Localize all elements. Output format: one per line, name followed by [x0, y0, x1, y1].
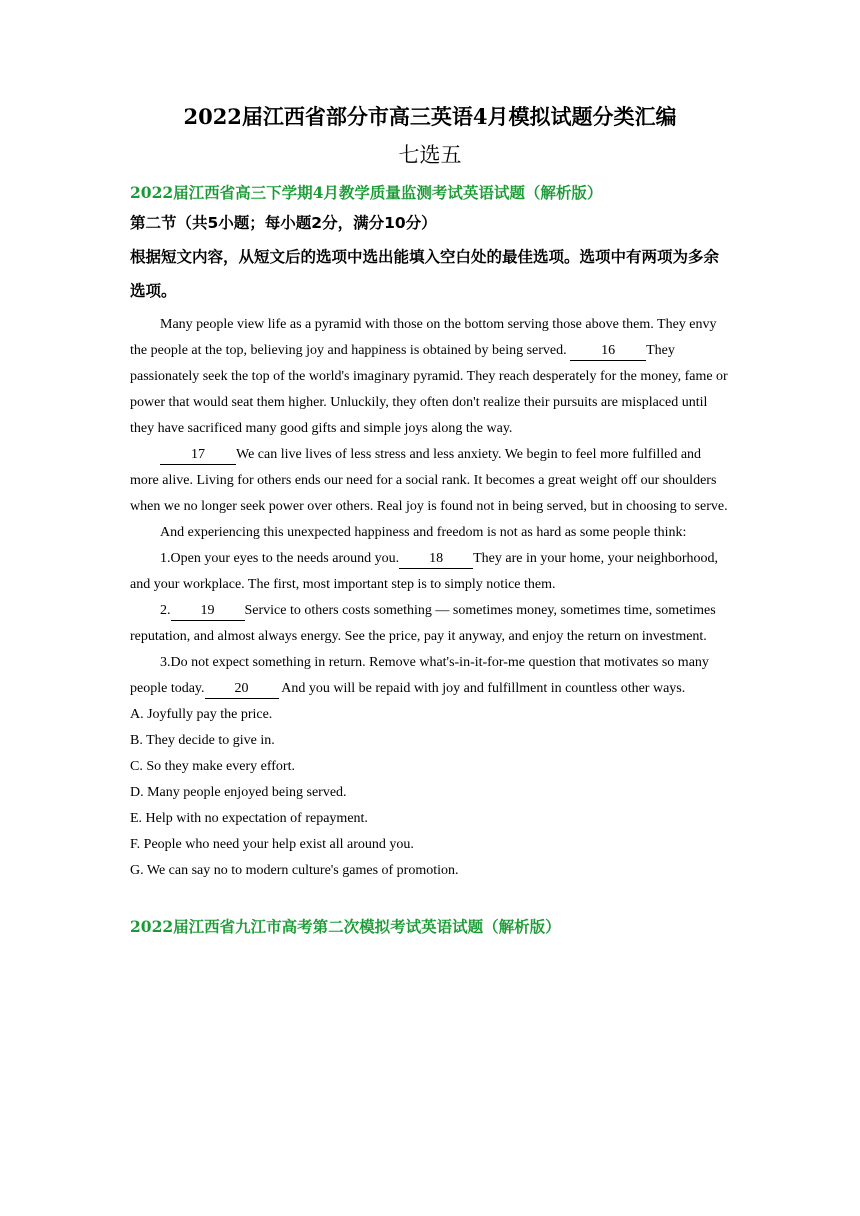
- passage-text: And experiencing this unexpected happiness and freedom is not as hard as some people think:: [160, 525, 687, 540]
- passage-text: We can live lives of less stress and less anxiety. We begin to feel more fulfilled and more alive. Living for others ends our need for a social rank. It becomes a great weight off our shoulders when we no longer seek power over others. Real joy is found not in being served, but in choosing to serve.: [130, 447, 728, 514]
- option-c: C. So they make every effort.: [130, 759, 295, 774]
- section-instruction: 根据短文内容，从短文后的选项中选出能填入空白处的最佳选项。选项中有两项为多余选项。: [130, 248, 720, 300]
- blank-20: 20: [205, 680, 279, 699]
- passage: [130, 312, 730, 702]
- blank-19: 19: [171, 602, 245, 621]
- passage-text: They passionately seek the top of the world's imaginary pyramid. They reach desperately for the money, fame or power that would seat them higher. Unluckily, they often don't realize their pursuits are misplaced until they have sacrificed many good gifts and simple joys along the way.: [130, 343, 728, 436]
- passage-paragraph-3: [130, 520, 730, 546]
- option-b: B. They decide to give in.: [130, 733, 275, 748]
- passage-text: They are in your home, your neighborhood, and your workplace. The first, most important step is to simply notice them.: [130, 551, 719, 592]
- passage-text: 3.Do not expect something in return. Remove what's-in-it-for-me question that motivates so many people today.: [130, 655, 709, 696]
- option-f: F. People who need your help exist all around you.: [130, 837, 414, 852]
- document-content: [130, 100, 730, 940]
- passage-text: Service to others costs something — sometimes money, sometimes time, sometimes reputation, and almost always energy. See the price, pay it anyway, and enjoy the return on investment.: [130, 603, 716, 644]
- passage-paragraph-1: [130, 312, 730, 442]
- document-subtitle: 七选五: [398, 143, 462, 167]
- passage-text: 2.: [160, 603, 171, 618]
- passage-paragraph-5: [130, 598, 730, 650]
- passage-paragraph-6: [130, 650, 730, 702]
- blank-16: 16: [570, 342, 646, 361]
- options-list: [130, 702, 730, 884]
- passage-text: 1.Open your eyes to the needs around you.: [160, 551, 400, 566]
- section-source-title: 2022届江西省高三下学期4月教学质量监测考试英语试题（解析版）: [130, 183, 603, 202]
- option-g: G. We can say no to modern culture's games of promotion.: [130, 863, 459, 878]
- passage-text: And you will be repaid with joy and fulfillment in countless other ways.: [281, 681, 686, 696]
- document-title: 2022届江西省部分市高三英语4月模拟试题分类汇编: [183, 104, 677, 129]
- option-d: D. Many people enjoyed being served.: [130, 785, 347, 800]
- blank-18: 18: [399, 550, 473, 569]
- passage-text: Many people view life as a pyramid with those on the bottom serving those above them. They envy the people at the top, believing joy and happiness is obtained by being served.: [130, 317, 717, 358]
- passage-paragraph-2: [130, 442, 730, 520]
- section-2-source-title: 2022届江西省九江市高考第二次模拟考试英语试题（解析版）: [130, 917, 561, 936]
- blank-17: 17: [160, 446, 236, 465]
- option-e: E. Help with no expectation of repayment.: [130, 811, 368, 826]
- option-a: A. Joyfully pay the price.: [130, 707, 273, 722]
- section-part-heading: 第二节（共5小题；每小题2分，满分10分）: [130, 214, 437, 232]
- passage-paragraph-4: [130, 546, 730, 598]
